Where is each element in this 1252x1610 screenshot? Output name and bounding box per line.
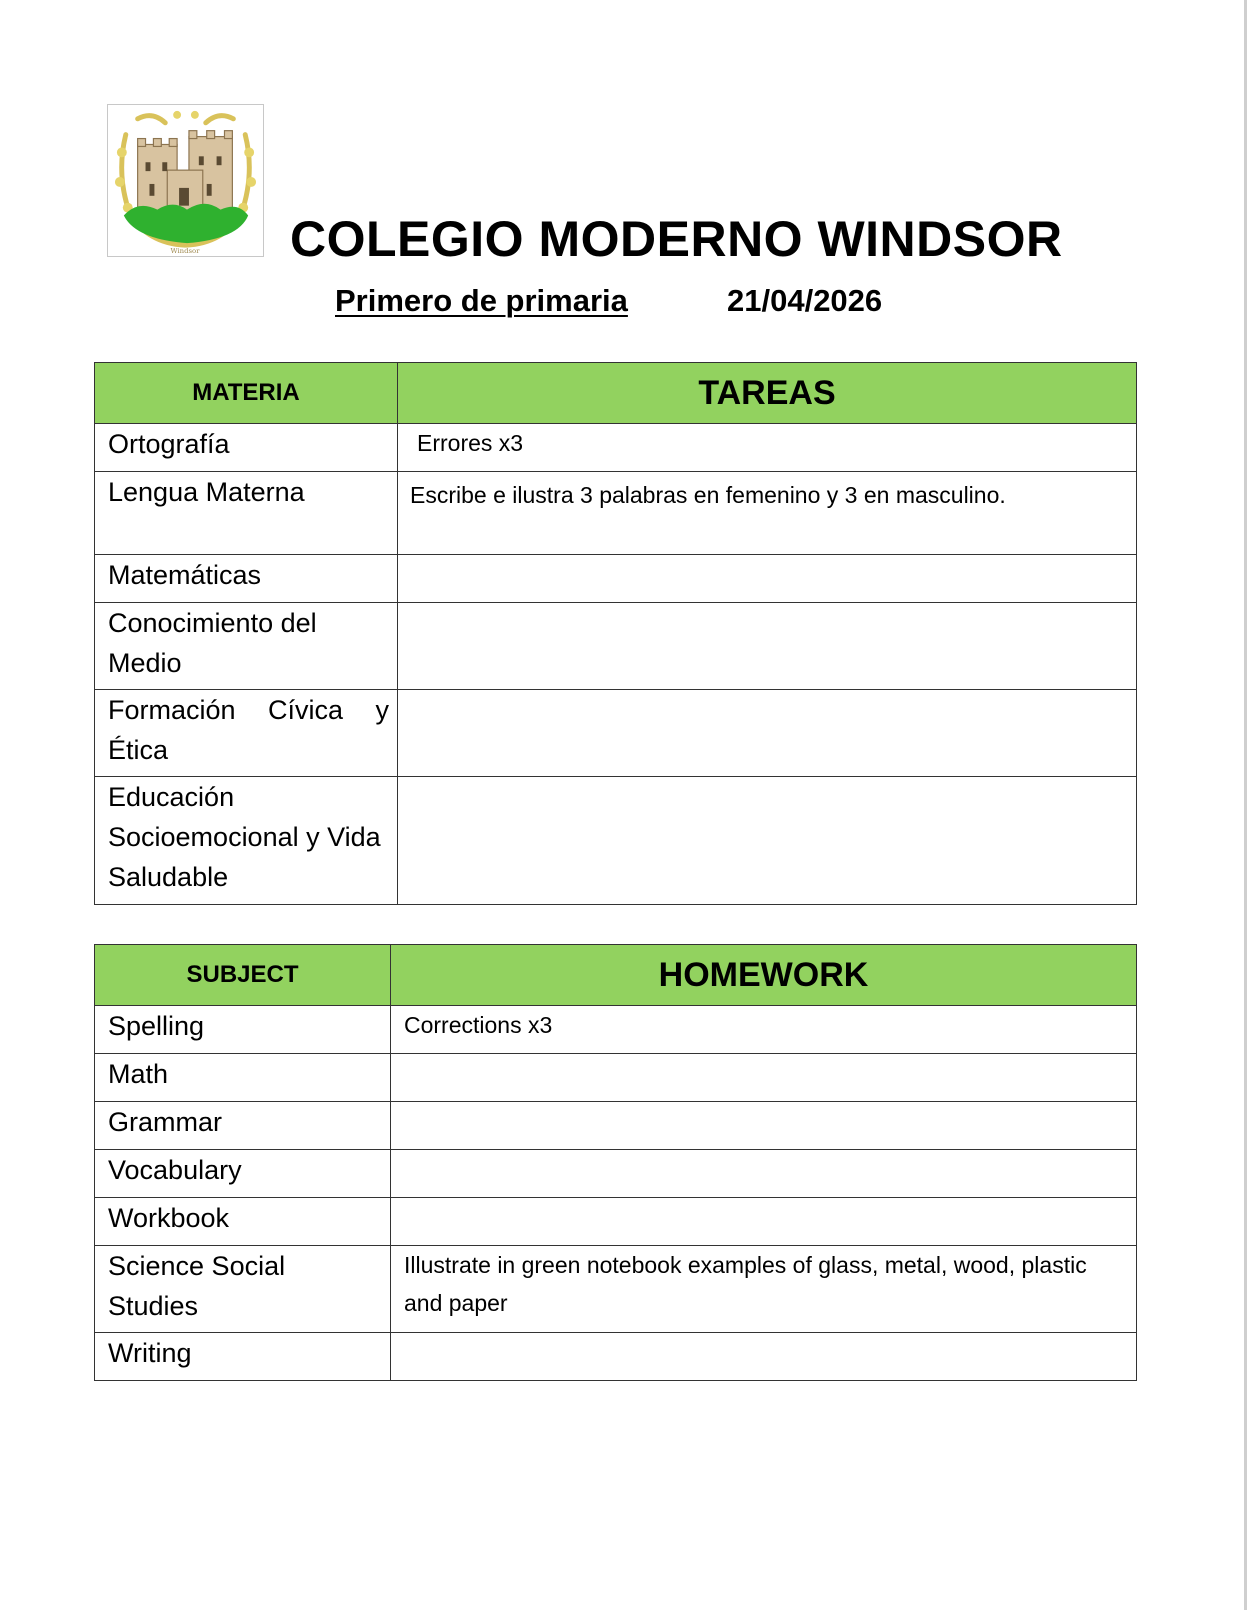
table-row — [95, 777, 1137, 905]
subject-cell: Spelling — [95, 1006, 391, 1054]
school-name: COLEGIO MODERNO WINDSOR — [290, 211, 1063, 267]
subject-cell: Conocimiento del Medio — [95, 603, 398, 690]
column-header-materia: MATERIA — [95, 363, 398, 424]
subject-cell: Ortografía — [95, 424, 398, 472]
task-cell[interactable]: Errores x3 — [398, 424, 1137, 472]
table-row — [95, 1006, 1137, 1054]
column-header-homework: HOMEWORK — [391, 945, 1137, 1006]
homework-table — [94, 944, 1137, 1381]
table-row — [95, 603, 1137, 690]
table-row — [95, 424, 1137, 472]
task-cell[interactable] — [398, 690, 1137, 777]
subject-word: y — [375, 695, 389, 725]
task-cell[interactable] — [398, 555, 1137, 603]
task-cell[interactable] — [391, 1150, 1137, 1198]
table-header-row — [95, 945, 1137, 1006]
subject-cell — [95, 690, 398, 777]
table-row — [95, 555, 1137, 603]
subject-cell: Matemáticas — [95, 555, 398, 603]
homework-date: 21/04/2026 — [727, 283, 883, 318]
subject-line — [108, 690, 389, 730]
subject-cell: Lengua Materna — [95, 472, 398, 555]
task-cell[interactable] — [391, 1198, 1137, 1246]
grade-level: Primero de primaria — [335, 283, 628, 318]
task-cell[interactable]: Corrections x3 — [391, 1006, 1137, 1054]
task-cell[interactable] — [391, 1102, 1137, 1150]
page-edge — [1244, 0, 1247, 1610]
table-row — [95, 1054, 1137, 1102]
task-cell[interactable]: Escribe e ilustra 3 palabras en femenino y 3 en masculino. — [398, 472, 1137, 555]
task-cell[interactable]: Illustrate in green notebook examples of glass, metal, wood, plastic and paper — [391, 1246, 1137, 1333]
column-header-subject: SUBJECT — [95, 945, 391, 1006]
subject-cell: Vocabulary — [95, 1150, 391, 1198]
table-row — [95, 1333, 1137, 1381]
subject-cell: Writing — [95, 1333, 391, 1381]
subject-cell: Math — [95, 1054, 391, 1102]
logo-caption: Windsor — [170, 247, 200, 256]
table-header-row — [95, 363, 1137, 424]
task-cell[interactable] — [391, 1333, 1137, 1381]
school-crest-logo — [107, 104, 264, 257]
table-row — [95, 472, 1137, 555]
subject-cell: Science Social Studies — [95, 1246, 391, 1333]
table-row — [95, 690, 1137, 777]
subject-word: Formación — [108, 695, 236, 725]
tareas-table — [94, 362, 1137, 905]
subject-cell: Grammar — [95, 1102, 391, 1150]
table-row — [95, 1198, 1137, 1246]
task-cell[interactable] — [398, 777, 1137, 905]
subject-word: Cívica — [268, 695, 344, 725]
subject-word: Ética — [108, 735, 169, 765]
table-row — [95, 1246, 1137, 1333]
task-cell[interactable] — [398, 603, 1137, 690]
task-cell[interactable] — [391, 1054, 1137, 1102]
subject-cell: Workbook — [95, 1198, 391, 1246]
subject-cell: Educación Socioemocional y Vida Saludable — [95, 777, 398, 905]
column-header-tareas: TAREAS — [398, 363, 1137, 424]
table-row — [95, 1150, 1137, 1198]
table-row — [95, 1102, 1137, 1150]
